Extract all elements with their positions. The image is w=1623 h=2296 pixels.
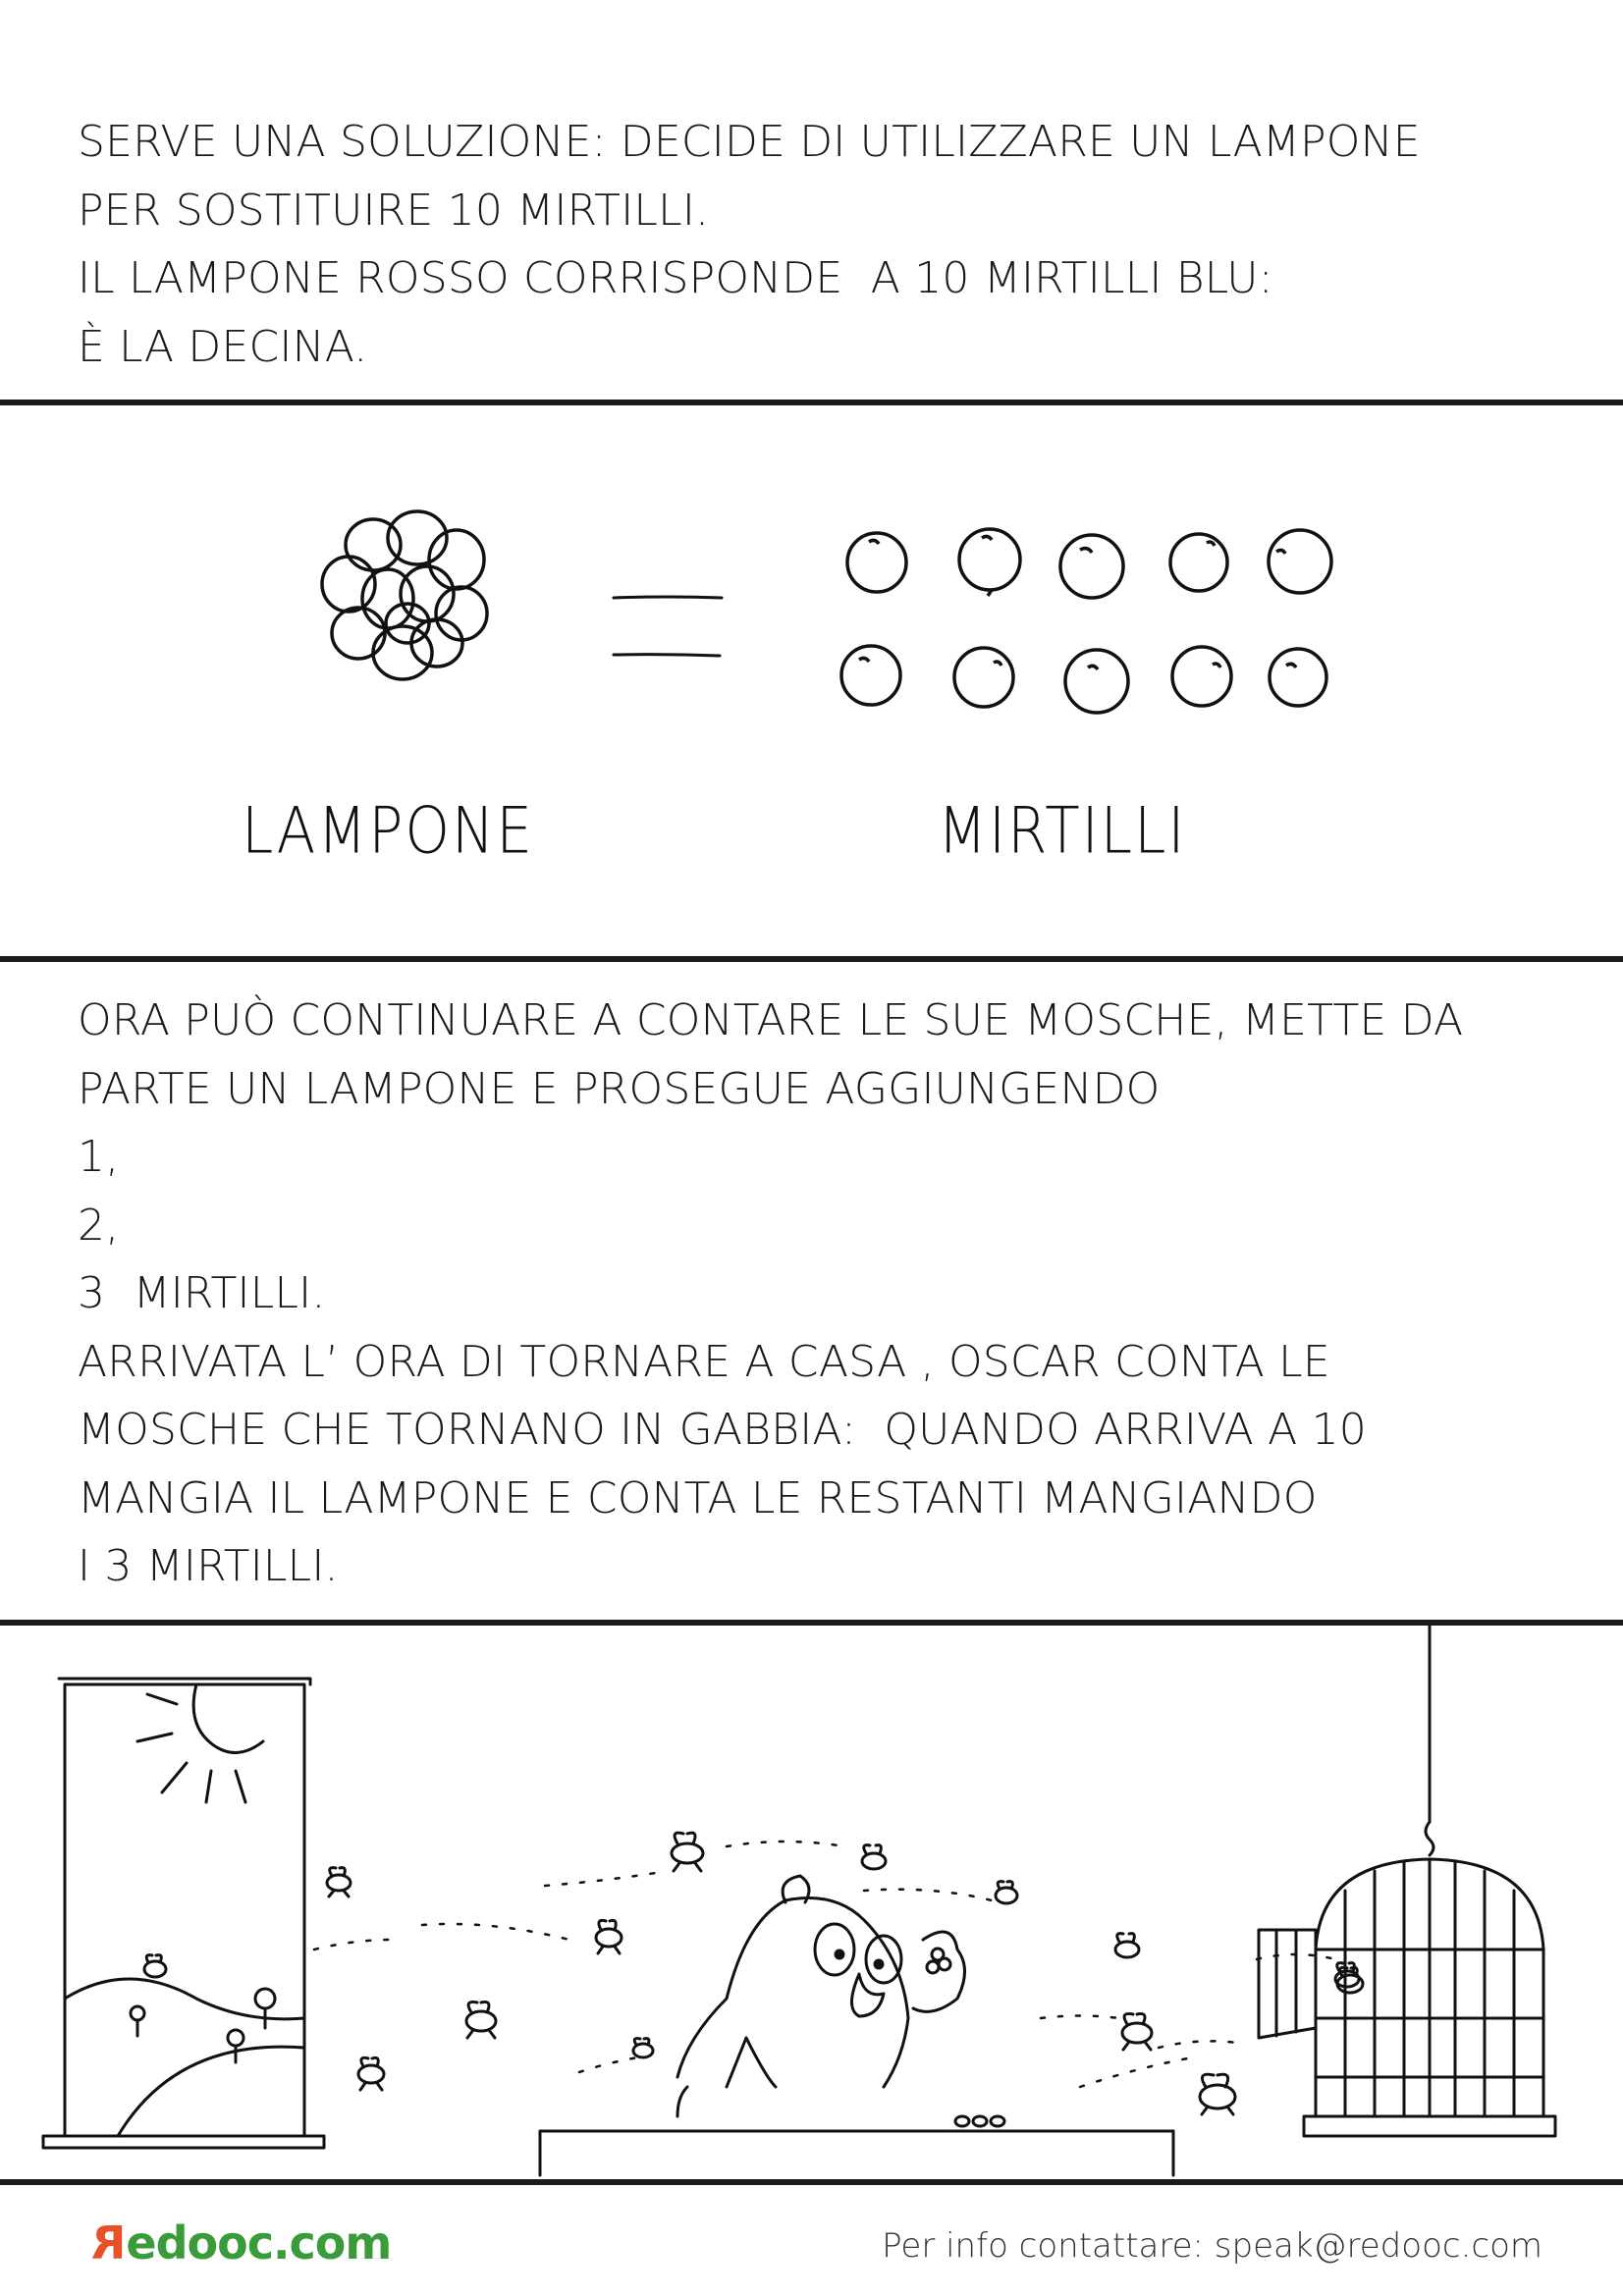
text-line: MANGIA IL LAMPONE E CONTA LE RESTANTI MANGIANDO xyxy=(78,1472,1318,1523)
blueberry-icon xyxy=(954,648,1013,707)
birdcage-icon xyxy=(1259,1626,1555,2136)
oscar-character-icon xyxy=(677,1876,965,2116)
fly-icon xyxy=(862,1845,886,1869)
text-line: ORA PUÒ CONTINUARE A CONTARE LE SUE MOSCHE, METTE DA xyxy=(78,995,1464,1045)
text-line: 3 MIRTILLI. xyxy=(78,1268,326,1318)
equals-sign-icon xyxy=(614,597,722,656)
text-line: PARTE UN LAMPONE E PROSEGUE AGGIUNGENDO xyxy=(78,1063,1161,1114)
contact-info: Per info contattare: speak@redooc.com xyxy=(882,2226,1542,2266)
fly-icon xyxy=(358,2057,384,2090)
fly-icon xyxy=(1200,2074,1235,2114)
fly-icon xyxy=(327,1868,351,1896)
blueberry-icon xyxy=(959,529,1020,596)
text-line: IL LAMPONE ROSSO CORRISPONDE A 10 MIRTILLI BLU: xyxy=(78,253,1273,303)
blueberry-icon xyxy=(1065,650,1128,713)
blueberry-icon xyxy=(1172,647,1231,706)
fly-icon xyxy=(1122,2013,1152,2050)
blueberry-icon xyxy=(1170,534,1227,591)
oscar-counting-flies-illustration xyxy=(0,1626,1623,2185)
fly-icon xyxy=(1115,1934,1139,1957)
text-line: SERVE UNA SOLUZIONE: DECIDE DI UTILIZZARE UN LAMPONE xyxy=(78,117,1421,167)
text-line: I 3 MIRTILLI. xyxy=(78,1541,339,1591)
logo-text: edooc.com xyxy=(126,2216,392,2269)
intro-paragraph xyxy=(78,108,1564,381)
text-line: MOSCHE CHE TORNANO IN GABBIA: QUANDO ARRIVA A 10 xyxy=(78,1405,1367,1455)
divider-rule xyxy=(0,956,1623,962)
table-icon xyxy=(540,2116,1173,2175)
fly-icon xyxy=(672,1833,703,1871)
blueberries-label: MIRTILLI xyxy=(938,792,1187,869)
blueberry-icon xyxy=(847,533,906,592)
raspberry-equals-blueberries-illustration xyxy=(0,412,1623,952)
story-paragraph xyxy=(78,987,1564,1601)
logo-letter-r: R xyxy=(92,2216,127,2269)
redooc-logo[interactable] xyxy=(92,2216,391,2269)
fly-icon xyxy=(633,2039,653,2057)
fly-icon xyxy=(596,1920,622,1953)
fly-icon xyxy=(466,2002,496,2038)
raspberry-label: LAMPONE xyxy=(242,792,535,869)
text-line: È LA DECINA. xyxy=(78,321,368,372)
window-icon xyxy=(43,1679,324,2148)
blueberry-icon xyxy=(1060,535,1123,598)
text-line: 1, xyxy=(78,1132,120,1182)
blueberries-group xyxy=(841,529,1331,713)
text-line: 2, xyxy=(78,1200,120,1251)
blueberry-icon xyxy=(1270,649,1326,706)
text-line: PER SOSTITUIRE 10 MIRTILLI. xyxy=(78,185,710,236)
divider-rule xyxy=(0,2179,1623,2185)
fly-icon xyxy=(996,1882,1017,1903)
blueberry-icon xyxy=(841,646,900,705)
divider-rule xyxy=(0,400,1623,405)
text-line: ARRIVATA L’ ORA DI TORNARE A CASA , OSCAR CONTA LE xyxy=(78,1336,1330,1387)
raspberry-icon xyxy=(322,511,487,679)
fly-icon xyxy=(144,1955,166,1977)
blueberry-icon xyxy=(1269,530,1331,593)
